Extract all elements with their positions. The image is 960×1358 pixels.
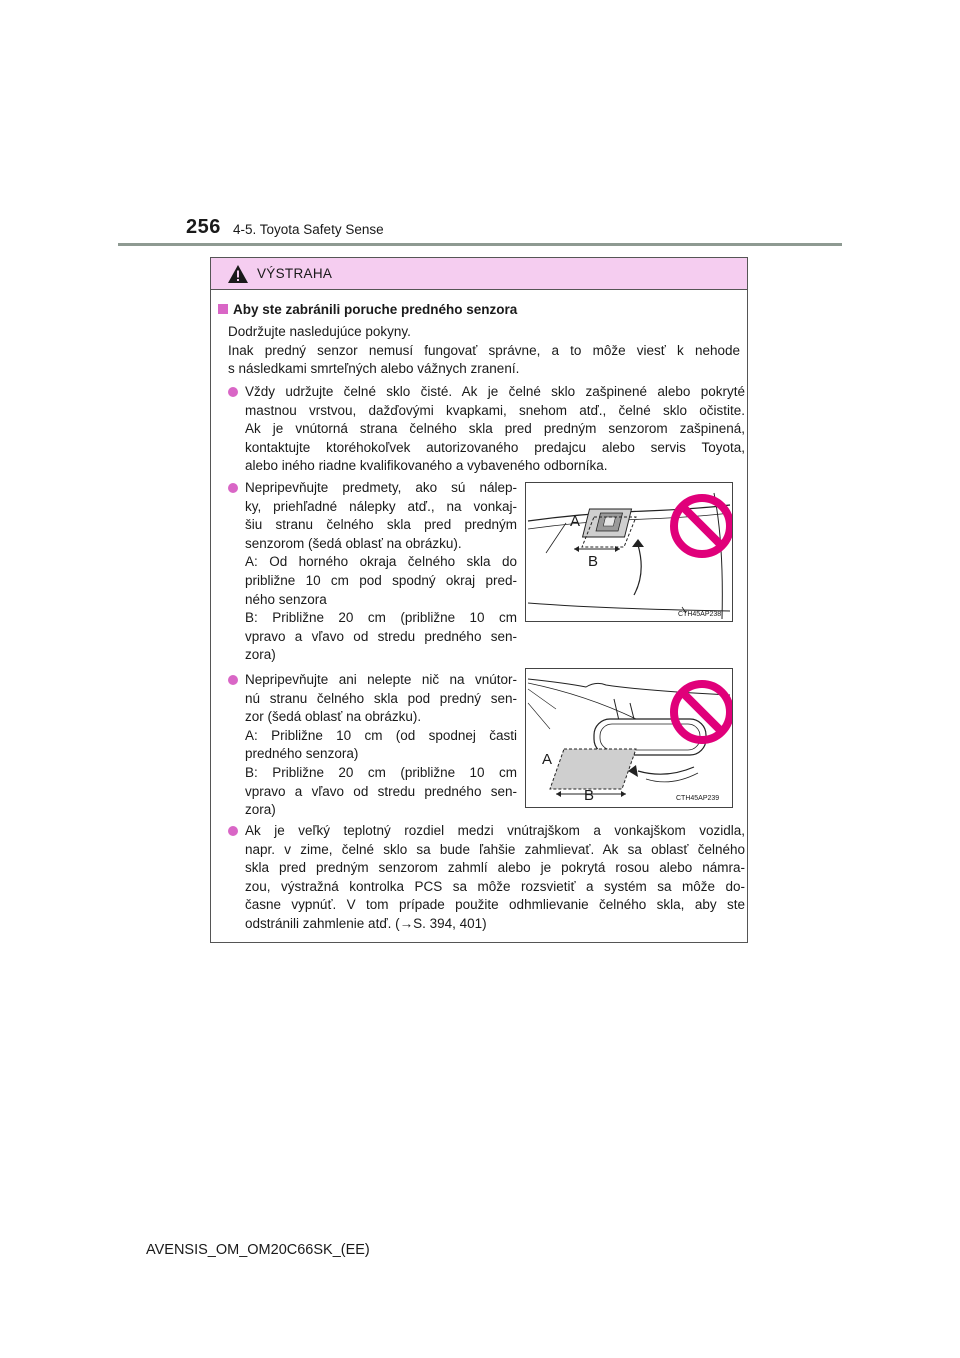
- bullet-line: predného senzora): [245, 746, 359, 762]
- document-code: AVENSIS_OM_OM20C66SK_(EE): [146, 1242, 370, 1258]
- bullet-line: vpravo a vľavo od stredu predného sen-: [245, 628, 517, 644]
- bullet-line: zora): [245, 647, 276, 663]
- bullet-text: [245, 479, 517, 665]
- bullet-line: mastnou vrstvou, dažďovými kvapkami, snehom atď., čelné sklo očistite.: [245, 402, 745, 418]
- bullet-line: Nepripevňujte predmety, ako sú nálep-: [245, 480, 517, 495]
- bullet-text: [245, 383, 745, 476]
- figure-label-b: B: [588, 553, 599, 570]
- bullet-dot-icon: [228, 826, 238, 836]
- bullet-line: šiu stranu čelného skla pred predným: [245, 517, 517, 533]
- bullet-line: Ak je veľký teplotný rozdiel medzi vnútrajškom a vonkajškom vozidla,: [245, 823, 745, 838]
- bullet-line: alebo iného riadne kvalifikovaného a vybaveného odborníka.: [245, 458, 608, 474]
- figure-label-a: A: [570, 513, 581, 530]
- bullet-line: senzorom (šedá oblasť na obrázku).: [245, 535, 462, 551]
- section-title: 4-5. Toyota Safety Sense: [233, 222, 384, 237]
- square-bullet-icon: [218, 304, 228, 314]
- bullet-line: zor (šedá oblasť na obrázku).: [245, 709, 422, 725]
- warning-triangle-icon: [227, 264, 249, 284]
- bullet-line: kontaktujte ktoréhokoľvek autorizovaného predajcu alebo servis Toyota,: [245, 439, 745, 455]
- bullet-line: zou, výstražná kontrolka PCS sa môže rozsvietiť a systém sa môže do-: [245, 878, 745, 894]
- bullet-line: časne vypnúť. V tom prípade použite odhmlievanie čelného skla, aby ste: [245, 897, 745, 913]
- bullet-text: [245, 671, 517, 820]
- warning-box: [210, 257, 748, 943]
- bullet-dot-icon: [228, 675, 238, 685]
- bullet-line: približne 10 cm pod spodný okraj pred-: [245, 572, 517, 588]
- figure-label-b: B: [584, 787, 595, 804]
- bullet-line: B: Približne 20 cm (približne 10 cm: [245, 610, 517, 626]
- bullet-line: B: Približne 20 cm (približne 10 cm: [245, 764, 517, 780]
- warning-header: [211, 258, 747, 290]
- bullet-line: vpravo a vľavo od stredu predného sen-: [245, 783, 517, 799]
- figure-code: CTH45AP239: [676, 795, 720, 802]
- section-heading-text: Aby ste zabránili poruche predného senzora: [233, 302, 518, 317]
- bullet-line: nú stranu čelného skla pod predný sen-: [245, 690, 517, 706]
- bullet-dot-icon: [228, 483, 238, 493]
- bullet-dot-icon: [228, 387, 238, 397]
- bullet-text: [245, 822, 745, 934]
- warning-content: [211, 290, 747, 942]
- bullet-line: Vždy udržujte čelné sklo čisté. Ak je čelné sklo zašpinené alebo pokryté: [245, 384, 745, 399]
- bullet-line: skla pred predným senzorom zahmlí alebo je pokrytá rosou alebo námra-: [245, 860, 745, 876]
- intro-line: Inak predný senzor nemusí fungovať správne, a to môže viesť k nehode: [228, 342, 740, 358]
- page-number: 256: [186, 216, 221, 238]
- header-rule: [118, 243, 842, 246]
- warning-label: VÝSTRAHA: [257, 266, 333, 281]
- figure-outer-windshield: [525, 482, 733, 622]
- bullet-line: odstránili zahmlenie atď. (→S. 394, 401): [245, 915, 487, 931]
- figure-code: CTH45AP238: [678, 611, 722, 618]
- bullet-line: ného senzora: [245, 591, 327, 607]
- bullet-line: Ak je vnútorná strana čelného skla pred predným senzorom zašpinená,: [245, 421, 745, 437]
- bullet-line: zora): [245, 802, 276, 818]
- intro-line: s následkami smrteľných alebo vážnych zranení.: [228, 361, 520, 377]
- bullet-line: napr. v zime, čelné sklo sa bude ľahšie zahmlievať. Ak sa oblasť čelného: [245, 841, 745, 857]
- bullet-line: ky, priehľadné nálepky atď., na vonkaj-: [245, 498, 517, 514]
- bullet-line: A: Od horného okraja čelného skla do: [245, 554, 517, 570]
- figure-inner-windshield: [525, 668, 733, 808]
- bullet-line: A: Približne 10 cm (od spodnej časti: [245, 727, 517, 743]
- intro-paragraph: [228, 323, 740, 379]
- intro-line: Dodržujte nasledujúce pokyny.: [228, 324, 411, 339]
- bullet-line: Nepripevňujte ani nelepte nič na vnútor-: [245, 672, 517, 687]
- section-heading: [218, 302, 517, 317]
- figure-label-a: A: [542, 751, 553, 768]
